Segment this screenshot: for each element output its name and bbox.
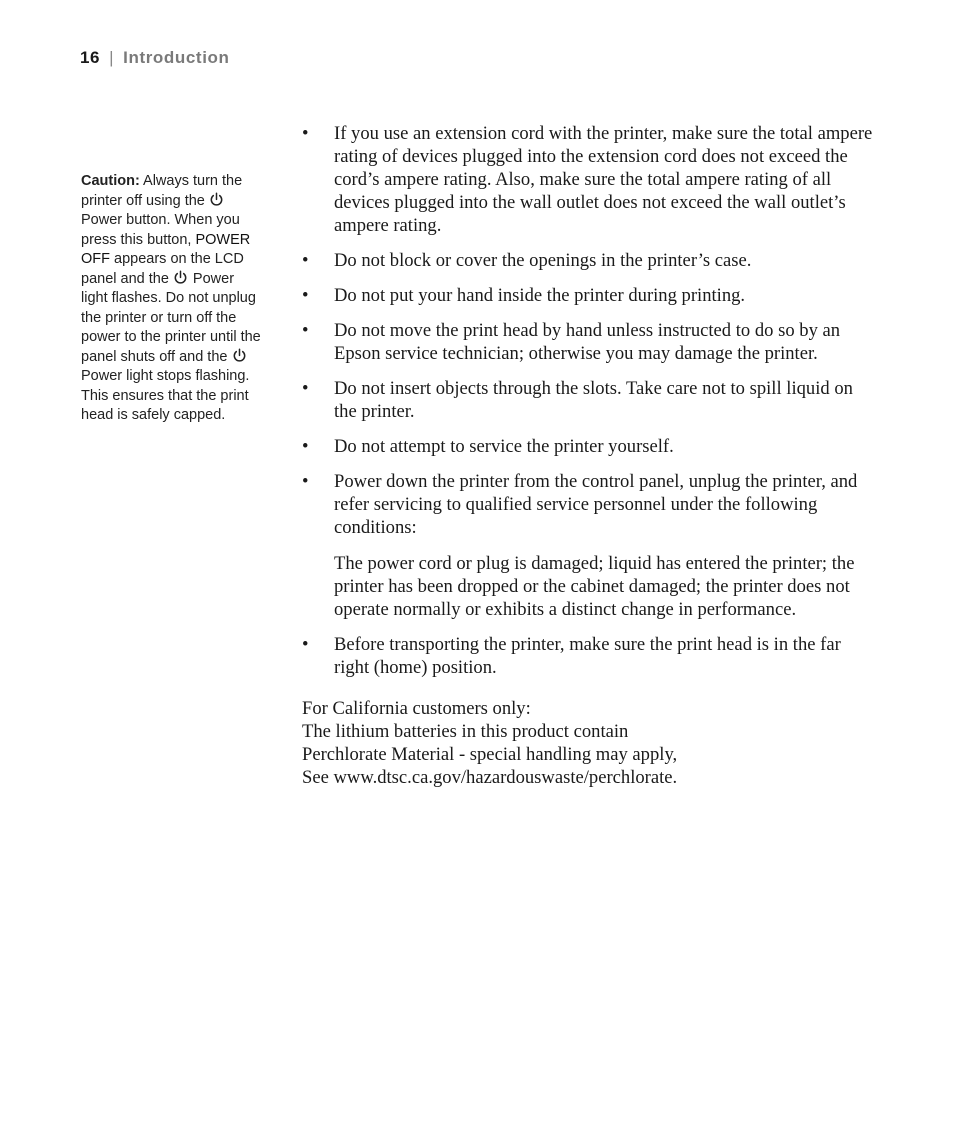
list-item bbox=[302, 470, 874, 621]
list-item-text: If you use an extension cord with the printer, make sure the total ampere rating of devices plugged into the extension cord does not exceed the cord’s ampere rating. Also, make sure the total ampere rating of all devices plugged into the wall outlet does not exceed the wall outlet’s ampere rating. bbox=[334, 123, 873, 236]
bullet-marker: • bbox=[302, 378, 309, 399]
list-item bbox=[302, 633, 874, 679]
caution-text-1: Always turn the printer off using the bbox=[81, 173, 243, 209]
power-icon bbox=[173, 270, 188, 285]
section-title: Introduction bbox=[123, 48, 230, 67]
list-item bbox=[302, 249, 874, 272]
caution-text-5: Power light stops flashing. This ensures that the print head is safely capped. bbox=[81, 368, 250, 423]
bullet-list bbox=[302, 122, 874, 679]
california-line: See www.dtsc.ca.gov/hazardouswaste/perchlorate. bbox=[302, 767, 678, 788]
list-item bbox=[302, 122, 874, 237]
list-item-text: Do not put your hand inside the printer during printing. bbox=[334, 285, 746, 306]
list-item-text: Power down the printer from the control panel, unplug the printer, and refer servicing to qualified service personnel under the following conditions: bbox=[334, 471, 858, 538]
page-number: 16 bbox=[80, 48, 101, 67]
list-item-text: Before transporting the printer, make sure the print head is in the far right (home) position. bbox=[334, 634, 841, 678]
list-item-text: Do not move the print head by hand unless instructed to do so by an Epson service technician; otherwise you may damage the printer. bbox=[334, 320, 841, 364]
bullet-marker: • bbox=[302, 320, 309, 341]
california-notice bbox=[302, 697, 874, 789]
caution-text-2: Power button. When you press this button, bbox=[81, 212, 240, 248]
list-item-text: Do not attempt to service the printer yourself. bbox=[334, 436, 674, 457]
power-icon bbox=[232, 348, 247, 363]
page-header bbox=[80, 48, 230, 68]
caution-text-3: appears on the LCD panel and the bbox=[81, 251, 244, 287]
bullet-marker: • bbox=[302, 285, 309, 306]
bullet-marker: • bbox=[302, 471, 309, 492]
california-line: For California customers only: bbox=[302, 698, 531, 719]
list-item-text: Do not insert objects through the slots. Take care not to spill liquid on the printer. bbox=[334, 378, 853, 422]
safety-instructions bbox=[302, 122, 874, 789]
list-item-text: Do not block or cover the openings in the printer’s case. bbox=[334, 250, 752, 271]
list-item-subtext: The power cord or plug is damaged; liquid has entered the printer; the printer has been dropped or the cabinet damaged; the printer does not operate normally or exhibits a distinct change in performance. bbox=[334, 553, 855, 620]
list-item bbox=[302, 377, 874, 423]
caution-text-4: Power light flashes. Do not unplug the printer or turn off the power to the printer until the panel shuts off and the bbox=[81, 270, 261, 365]
bullet-marker: • bbox=[302, 634, 309, 655]
list-item bbox=[302, 284, 874, 307]
bullet-marker: • bbox=[302, 250, 309, 271]
caution-label: Caution: bbox=[81, 173, 140, 189]
caution-note bbox=[81, 172, 263, 426]
power-icon bbox=[209, 192, 224, 207]
bullet-marker: • bbox=[302, 436, 309, 457]
list-item bbox=[302, 319, 874, 365]
power-off-label: POWER OFF bbox=[81, 231, 251, 267]
list-item bbox=[302, 435, 874, 458]
california-line: Perchlorate Material - special handling may apply, bbox=[302, 744, 678, 765]
california-line: The lithium batteries in this product contain bbox=[302, 721, 629, 742]
header-separator: | bbox=[109, 48, 115, 67]
bullet-marker: • bbox=[302, 123, 309, 144]
